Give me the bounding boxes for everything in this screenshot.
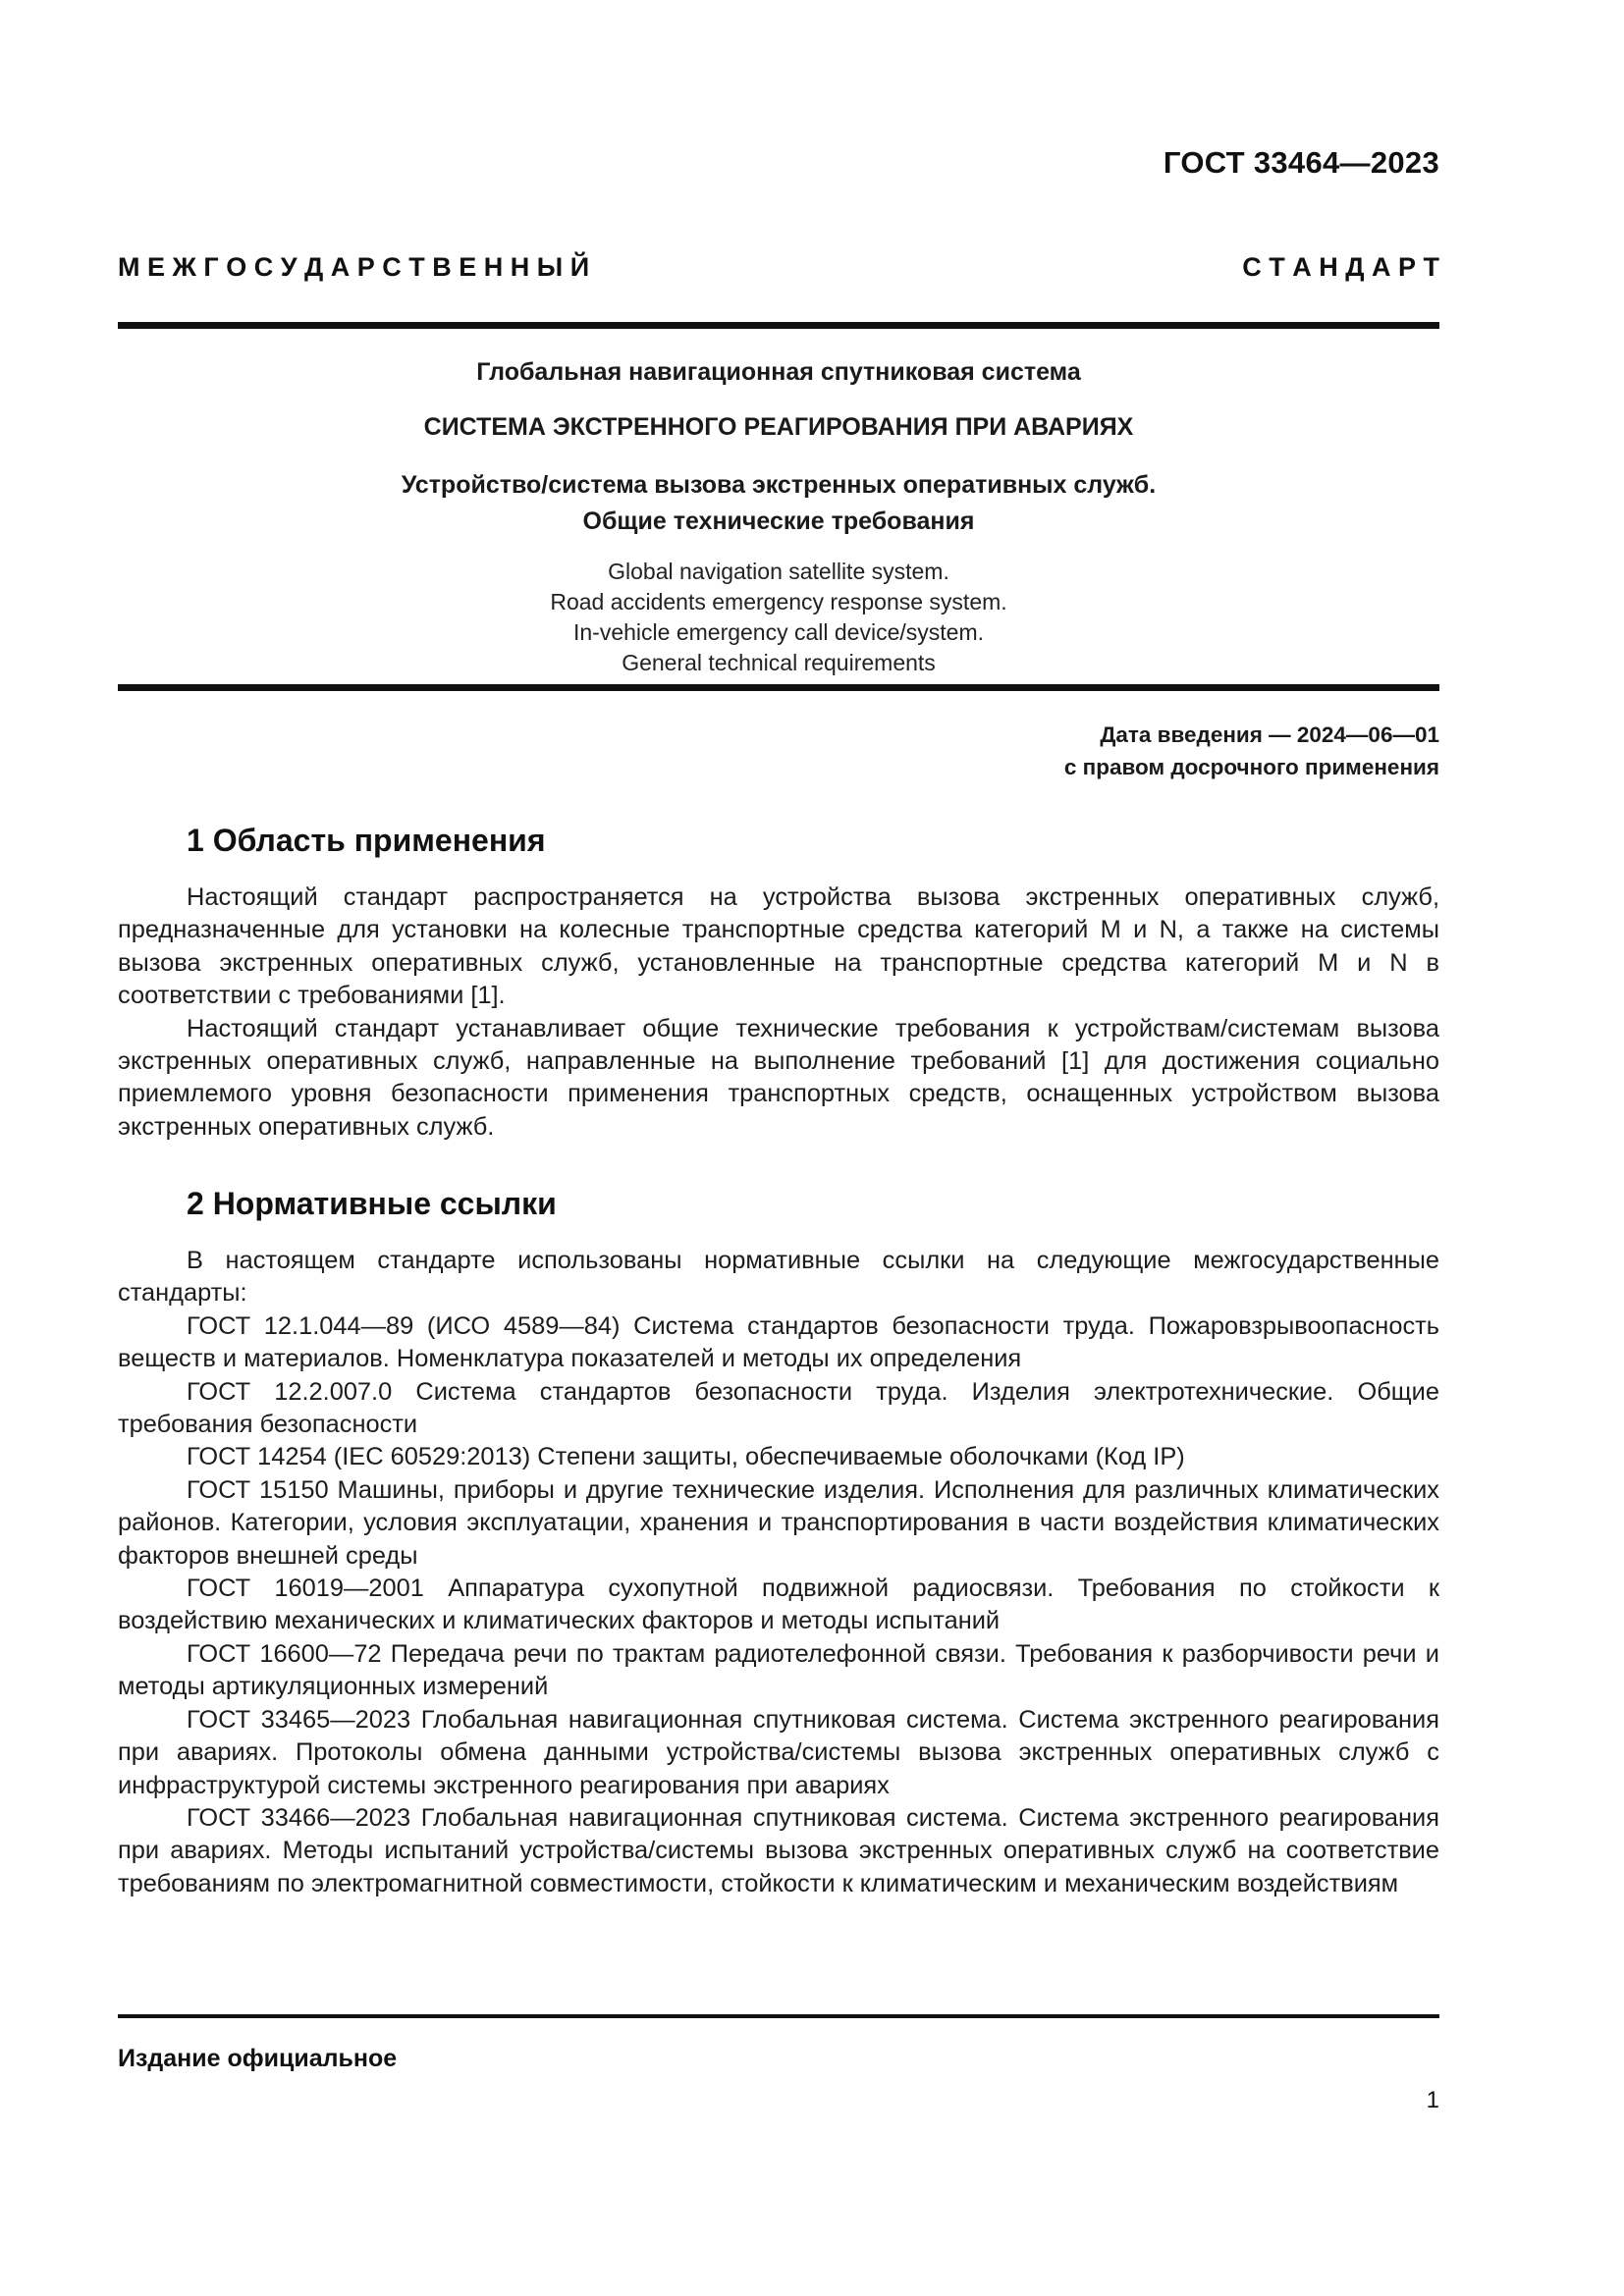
section-heading-normative-references: 2 Нормативные ссылки <box>187 1186 557 1221</box>
top-divider <box>118 322 1439 329</box>
reference-item: ГОСТ 15150 Машины, приборы и другие технические изделия. Исполнения для различных климатических районов. Категории, условия эксплуатации, хранения и транспортирования в части воздействия климатических факторов внешней среды <box>118 1475 1439 1570</box>
reference-item: ГОСТ 12.1.044—89 (ИСО 4589—84) Система стандартов безопасности труда. Пожаровзрывоопасность веществ и материалов. Номенклатура показателей и методы их определения <box>118 1311 1439 1373</box>
title-divider <box>118 684 1439 691</box>
title-english-line: General technical requirements <box>622 650 936 675</box>
title-english <box>118 557 1439 678</box>
title-english-line: In-vehicle emergency call device/system. <box>573 619 984 645</box>
reference-item: ГОСТ 33465—2023 Глобальная навигационная спутниковая система. Система экстренного реагирования при авариях. Протоколы обмена данными устройства/системы вызова экстренных оперативных служб с инфраструктурой системы экстренного реагирования при авариях <box>118 1705 1439 1799</box>
reference-item: ГОСТ 16600—72 Передача речи по трактам радиотелефонной связи. Требования к разборчивости речи и методы артикуляционных измерений <box>118 1639 1439 1701</box>
title-subtitle-line-1: Устройство/система вызова экстренных оперативных служб. <box>401 471 1157 499</box>
introduction-date-block <box>1064 719 1439 783</box>
title-subtitle <box>118 467 1439 540</box>
paragraph: Настоящий стандарт устанавливает общие технические требования к устройствам/системам вызова экстренных оперативных служб, направленные на выполнение требований [1] для достижения социально приемлемого уровня безопасности применения транспортных средств, оснащенных устройством вызова экстренных оперативных служб. <box>118 1014 1439 1141</box>
official-edition-label: Издание официальное <box>118 2045 398 2072</box>
title-subtitle-line-2: Общие технические требования <box>582 507 975 535</box>
reference-item: ГОСТ 33466—2023 Глобальная навигационная спутниковая система. Система экстренного реагирования при авариях. Методы испытаний устройства/системы вызова экстренных оперативных служб на соответствие требованиям по электромагнитной совместимости, стойкости к климатическим и механическим воздействиям <box>118 1803 1439 1897</box>
section-body-scope <box>118 881 1439 1144</box>
footer-divider <box>118 2014 1439 2018</box>
section-heading-scope: 1 Область применения <box>187 823 546 858</box>
reference-item: ГОСТ 16019—2001 Аппаратура сухопутной подвижной радиосвязи. Требования по стойкости к воздействию механических и климатических факторов и методы испытаний <box>118 1575 1439 1635</box>
document-number: ГОСТ 33464—2023 <box>1163 145 1439 180</box>
introduction-date: Дата введения — 2024—06—01 <box>1100 722 1439 747</box>
title-english-line: Global navigation satellite system. <box>608 559 949 584</box>
standard-kind-word-standard: С Т А Н Д А Р Т <box>1242 252 1439 282</box>
title-english-line: Road accidents emergency response system. <box>550 589 1007 614</box>
standard-kind-word-interstate: М Е Ж Г О С У Д А Р С Т В Е Н Н Ы Й <box>118 252 590 282</box>
paragraph: В настоящем стандарте использованы нормативные ссылки на следующие межгосударственные стандарты: <box>118 1247 1439 1308</box>
title-general: Глобальная навигационная спутниковая система <box>476 358 1081 386</box>
page-number: 1 <box>1426 2087 1439 2113</box>
section-body-normative-references <box>118 1245 1439 1900</box>
paragraph: Настоящий стандарт распространяется на устройства вызова экстренных оперативных служб, предназначенные для установки на колесные транспортные средства категорий M и N, а также на системы вызова экстренных оперативных служб, установленные на транспортные средства категорий M и N в соответствии с требованиями [1]. <box>118 883 1439 1010</box>
standard-kind-heading <box>118 252 1439 283</box>
reference-item: ГОСТ 12.2.007.0 Система стандартов безопасности труда. Изделия электротехнические. Общие требования безопасности <box>118 1377 1439 1439</box>
title-main: СИСТЕМА ЭКСТРЕННОГО РЕАГИРОВАНИЯ ПРИ АВАРИЯХ <box>423 413 1134 441</box>
reference-item: ГОСТ 14254 (IEC 60529:2013) Степени защиты, обеспечиваемые оболочками (Код IP) <box>187 1443 1185 1471</box>
early-application-note: с правом досрочного применения <box>1063 755 1439 779</box>
